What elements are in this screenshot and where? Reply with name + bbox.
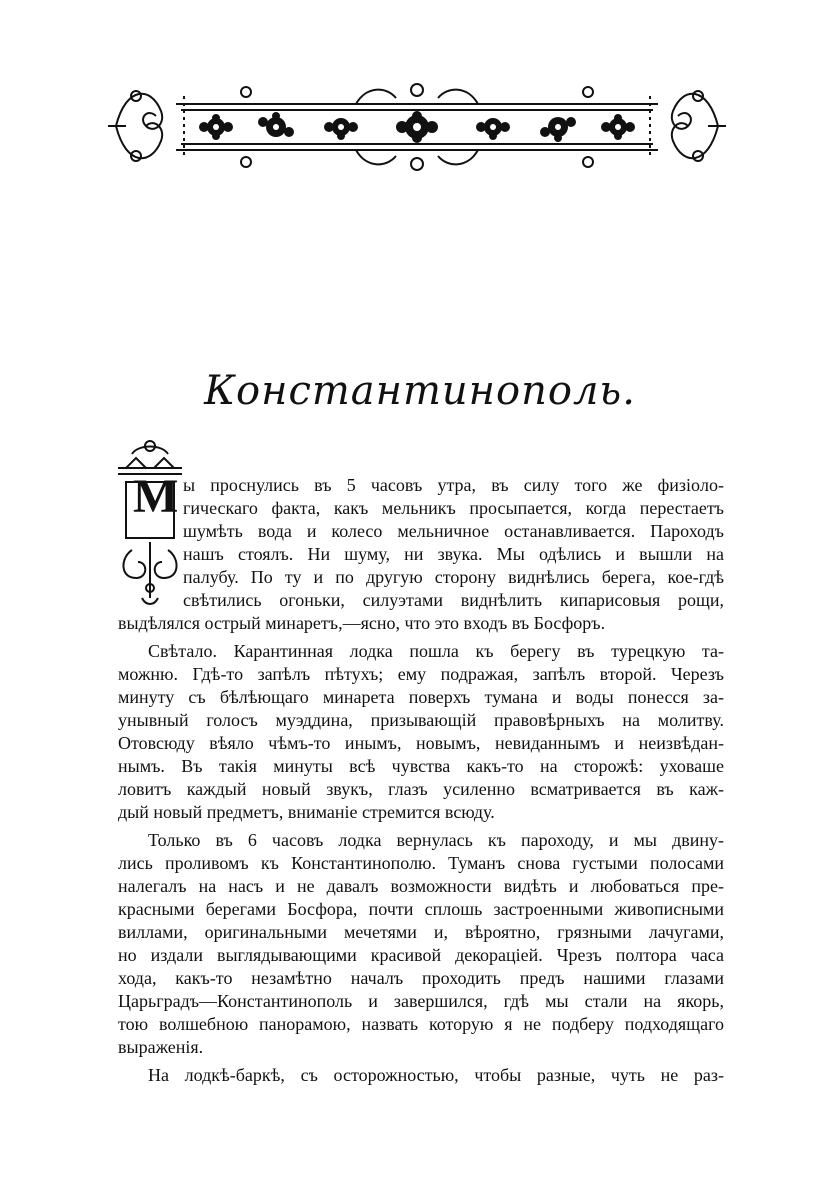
text-line: нымъ. Въ такiя минуты всѣ чувства какъ-то на сторожѣ: уховаше: [118, 756, 724, 776]
text-line: унывный голосъ муэддина, призывающiй правовѣрныхъ на молитву.: [118, 710, 724, 730]
text-line: свѣтились огоньки, силуэтами виднѣлить кипарисовыя рощи,: [183, 590, 724, 610]
text-line: виллами, оригинальными мечетями и, вѣроятно, грязными лачугами,: [118, 922, 724, 942]
text-line: выдѣлялся острый минаретъ,—ясно, что это входъ въ Босфоръ.: [118, 613, 606, 633]
drop-cap-letter: М: [133, 470, 179, 523]
text-line: минуту съ бѣлѣющаго минарета поверхъ тумана и воды понесся за-: [118, 687, 724, 707]
text-line: красными берегами Босфора, почти сплошь застроенными живописными: [118, 899, 724, 919]
text-line: шумѣть вода и колесо мельничное останавливается. Пароходъ: [183, 521, 724, 541]
text-line: хода, какъ-то незамѣтно началъ проходить предъ нашими глазами: [118, 968, 724, 988]
drop-cap-ornament: [112, 438, 188, 610]
chapter-title: Константинополь.: [204, 368, 636, 414]
text-line: Отовсюду вѣяло чѣмъ-то инымъ, новымъ, невиданнымъ и неизвѣдан-: [118, 733, 724, 753]
text-line: тою волшебною панорамою, назвать которую я не подберу подходящаго: [118, 1014, 724, 1034]
text-line: Свѣтало. Карантинная лодка пошла къ берегу въ турецкую та-: [148, 641, 724, 661]
text-line: выраженiя.: [118, 1037, 204, 1057]
text-line: На лодкѣ-баркѣ, съ осторожностью, чтобы разные, чуть не раз-: [148, 1065, 724, 1085]
text-line: нашъ стоялъ. Ни шуму, ни звука. Мы одѣлись и вышли на: [183, 544, 724, 564]
text-line: но издали выглядывающими красивой декорацiей. Чрезъ полтора часа: [118, 945, 724, 965]
floral-header-ornament: [106, 76, 728, 176]
text-line: ловитъ каждый новый звукъ, глазъ усиленно всматривается въ каж-: [118, 779, 724, 799]
text-line: Царьградъ—Константинополь и завершился, гдѣ мы стали на якорь,: [118, 991, 724, 1011]
text-line: палубу. По ту и по другую сторону виднѣлись берега, кое-гдѣ: [183, 567, 724, 587]
text-line: можню. Гдѣ-то запѣлъ пѣтухъ; ему подражая, запѣлъ второй. Черезъ: [118, 664, 724, 684]
text-line: гическаго факта, какъ мельникъ просыпается, когда перестаетъ: [183, 498, 724, 518]
text-line: дый новый предметъ, вниманiе стремится всюду.: [118, 802, 495, 822]
text-line: Только въ 6 часовъ лодка вернулась къ пароходу, и мы двину-: [148, 830, 724, 850]
text-line: ы проснулись въ 5 часовъ утра, въ силу того же физioло-: [183, 475, 724, 495]
text-line: лись проливомъ къ Константинополю. Туманъ снова густыми полосами: [118, 853, 724, 873]
text-line: налегалъ на насъ и не давалъ возможности видѣть и любоваться пре-: [118, 876, 724, 896]
